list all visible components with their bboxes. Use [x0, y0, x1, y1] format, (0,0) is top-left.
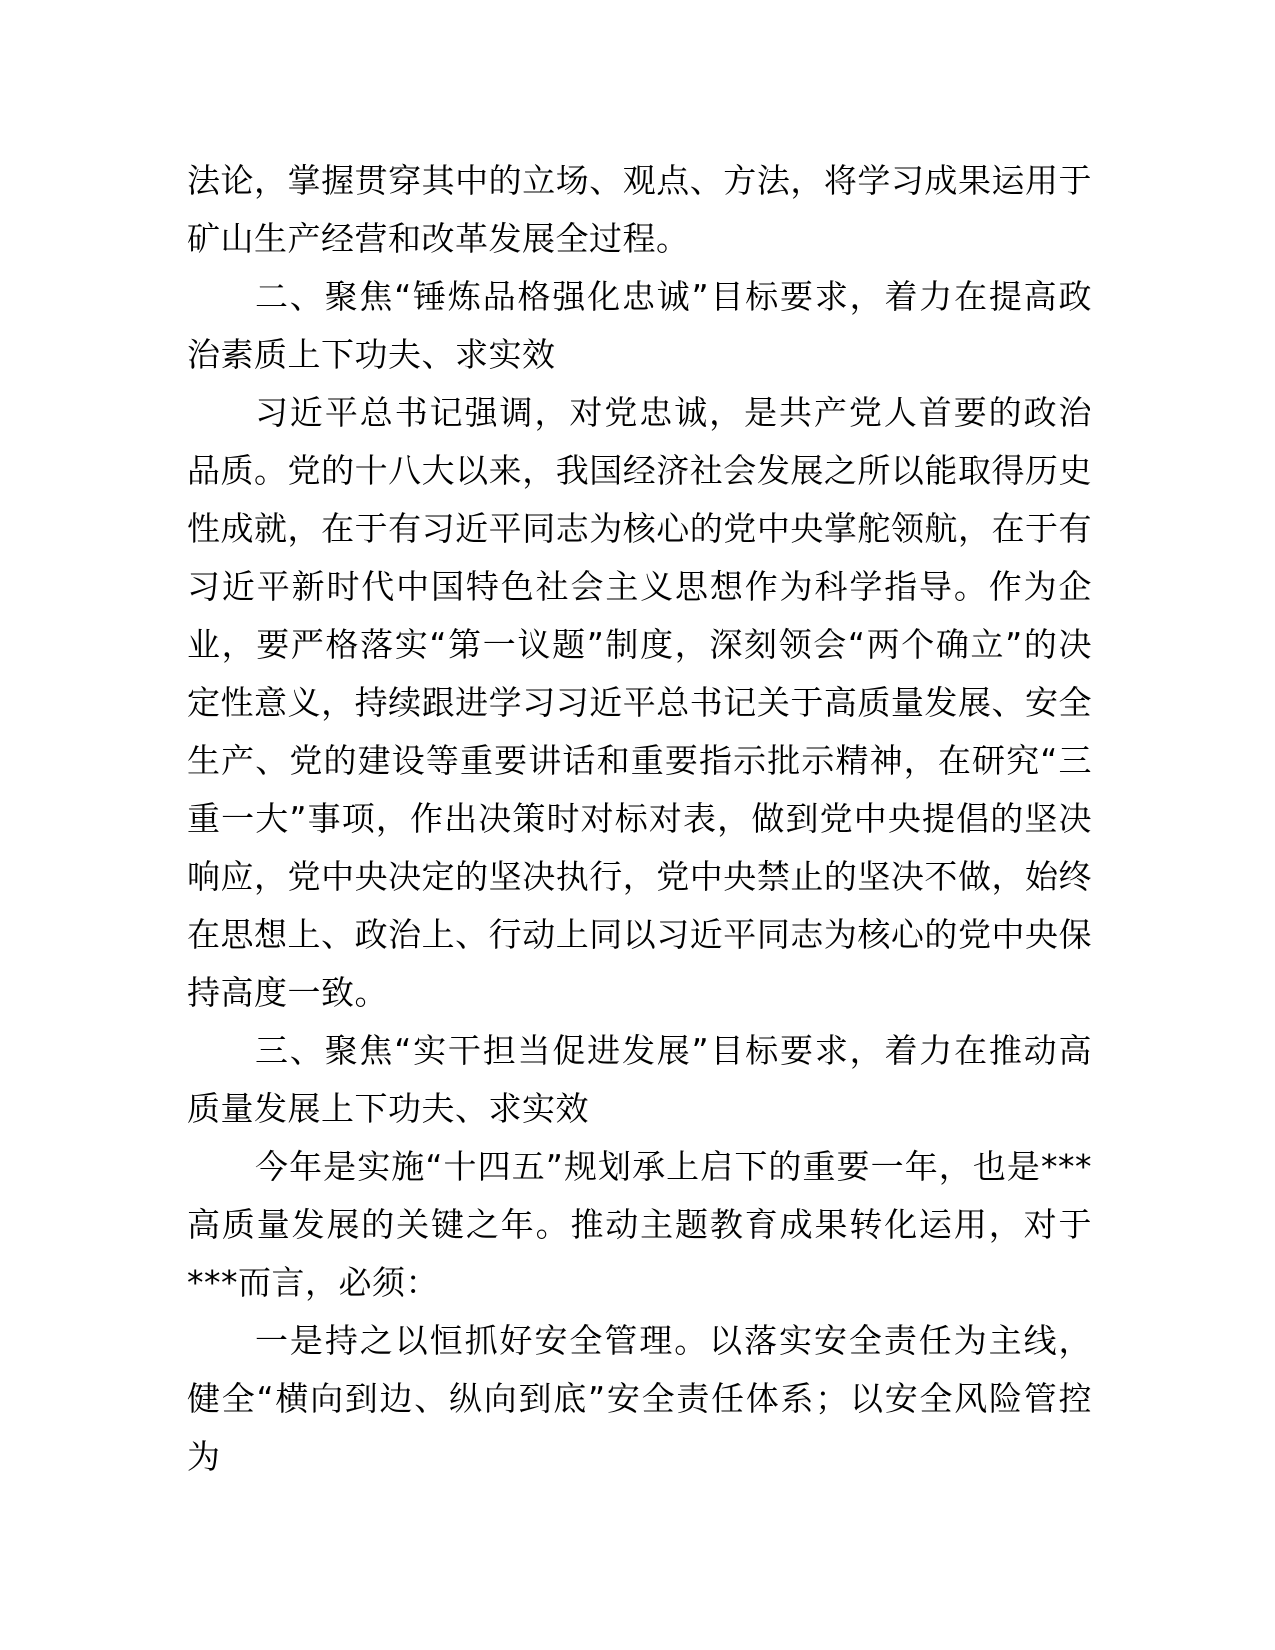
paragraph-6: 一是持之以恒抓好安全管理。以落实安全责任为主线，健全“横向到边、纵向到底”安全责任体系；以安全风险管控为: [187, 1321, 1092, 1476]
paragraph-1: 法论，掌握贯穿其中的立场、观点、方法，将学习成果运用于矿山生产经营和改革发展全过程。: [187, 161, 1092, 258]
paragraph-5: 今年是实施“十四五”规划承上启下的重要一年，也是***高质量发展的关键之年。推动主题教育成果转化运用，对于***而言，必须：: [187, 1147, 1092, 1302]
document-page: [187, 152, 1092, 1486]
section-heading-2: 二、聚焦“锤炼品格强化忠诚”目标要求，着力在提高政治素质上下功夫、求实效: [187, 277, 1092, 374]
section-heading-3: 三、聚焦“实干担当促进发展”目标要求，着力在推动高质量发展上下功夫、求实效: [187, 1031, 1092, 1128]
paragraph-3: 习近平总书记强调，对党忠诚，是共产党人首要的政治品质。党的十八大以来，我国经济社会发展之所以能取得历史性成就，在于有习近平同志为核心的党中央掌舵领航，在于有习近平新时代中国特色社会主义思想作为科学指导。作为企业，要严格落实“第一议题”制度，深刻领会“两个确立”的决定性意义，持续跟进学习习近平总书记关于高质量发展、安全生产、党的建设等重要讲话和重要指示批示精神，在研究“三重一大”事项，作出决策时对标对表，做到党中央提倡的坚决响应，党中央决定的坚决执行，党中央禁止的坚决不做，始终在思想上、政治上、行动上同以习近平同志为核心的党中央保持高度一致。: [187, 393, 1092, 1012]
